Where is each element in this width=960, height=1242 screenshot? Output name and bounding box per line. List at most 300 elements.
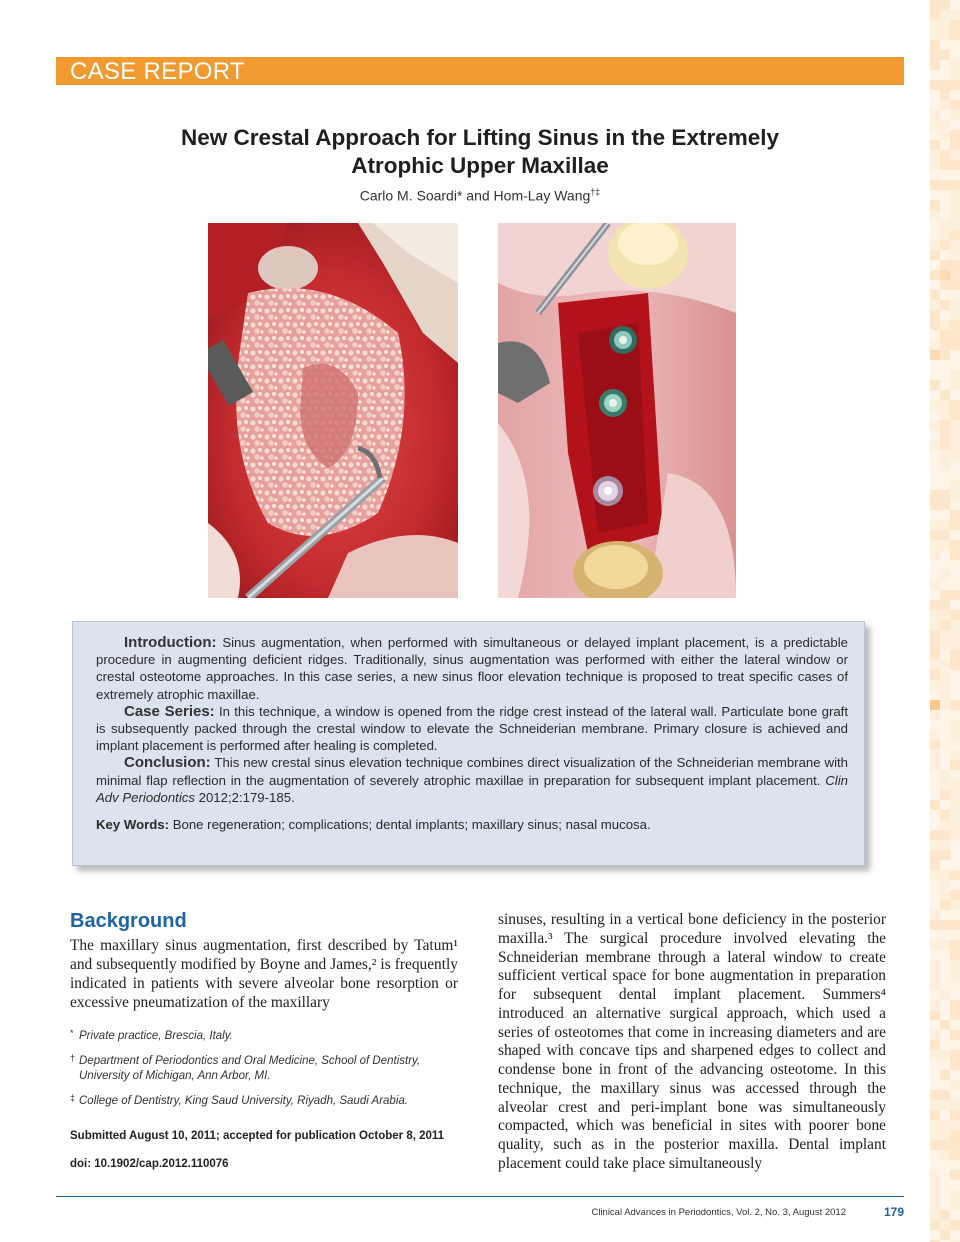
- mosaic-tile: [930, 630, 940, 640]
- mosaic-tile: [940, 530, 950, 540]
- mosaic-tile: [940, 210, 950, 220]
- footnote-mark: †: [70, 1052, 76, 1063]
- mosaic-tile: [950, 380, 960, 390]
- mosaic-tile: [930, 70, 940, 80]
- mosaic-tile: [930, 950, 940, 960]
- mosaic-tile: [930, 0, 940, 10]
- mosaic-tile: [950, 40, 960, 50]
- citation-journal: Clin Adv Periodontics: [96, 772, 848, 805]
- mosaic-tile: [940, 1160, 950, 1170]
- mosaic-tile: [950, 730, 960, 740]
- mosaic-tile: [940, 870, 950, 880]
- mosaic-tile: [950, 0, 960, 10]
- mosaic-tile: [940, 170, 950, 180]
- mosaic-tile: [950, 750, 960, 760]
- mosaic-tile: [950, 30, 960, 40]
- mosaic-tile: [940, 1040, 950, 1050]
- mosaic-tile: [940, 630, 950, 640]
- mosaic-tile: [930, 730, 940, 740]
- mosaic-tile: [950, 390, 960, 400]
- mosaic-tile: [930, 200, 940, 210]
- mosaic-tile: [950, 930, 960, 940]
- mosaic-tile: [930, 800, 940, 810]
- mosaic-tile: [940, 20, 950, 30]
- key-words-label: Key Words:: [96, 817, 170, 833]
- mosaic-tile: [930, 1190, 940, 1200]
- mosaic-tile: [930, 1020, 940, 1030]
- mosaic-tile: [940, 790, 950, 800]
- mosaic-tile: [950, 670, 960, 680]
- mosaic-tile: [940, 390, 950, 400]
- mosaic-tile: [930, 1160, 940, 1170]
- mosaic-tile: [940, 320, 950, 330]
- mosaic-tile: [940, 0, 950, 10]
- mosaic-tile: [930, 830, 940, 840]
- case-series-text: In this technique, a window is opened from the ridge crest instead of the lateral wall. Particulate bone graft is subsequently packed through the crestal window to elevate the Schneiderian membrane. Primary closure is achieved and implant placement is performed after healing is completed.: [96, 703, 848, 754]
- mosaic-tile: [950, 100, 960, 110]
- mosaic-tile: [940, 440, 950, 450]
- mosaic-tile: [940, 480, 950, 490]
- case-report-banner: [56, 57, 904, 85]
- mosaic-tile: [950, 810, 960, 820]
- mosaic-tile: [950, 210, 960, 220]
- mosaic-tile: [930, 160, 940, 170]
- mosaic-tile: [930, 1200, 940, 1210]
- mosaic-tile: [940, 780, 950, 790]
- mosaic-tile: [930, 370, 940, 380]
- mosaic-tile: [930, 640, 940, 650]
- mosaic-tile: [930, 480, 940, 490]
- mosaic-tile: [930, 860, 940, 870]
- mosaic-tile: [940, 10, 950, 20]
- mosaic-tile: [950, 550, 960, 560]
- mosaic-tile: [950, 530, 960, 540]
- mosaic-tile: [950, 630, 960, 640]
- mosaic-tile: [930, 240, 940, 250]
- mosaic-tile: [950, 1160, 960, 1170]
- mosaic-tile: [950, 970, 960, 980]
- article-title: [100, 124, 860, 180]
- mosaic-tile: [940, 90, 950, 100]
- mosaic-tile: [950, 500, 960, 510]
- mosaic-tile: [950, 460, 960, 470]
- mosaic-tile: [940, 430, 950, 440]
- mosaic-tile: [940, 810, 950, 820]
- mosaic-tile: [930, 820, 940, 830]
- mosaic-tile: [950, 10, 960, 20]
- mosaic-tile: [930, 330, 940, 340]
- mosaic-tile: [930, 210, 940, 220]
- mosaic-tile: [940, 1230, 950, 1240]
- mosaic-tile: [940, 990, 950, 1000]
- mosaic-tile: [930, 60, 940, 70]
- mosaic-tile: [930, 870, 940, 880]
- mosaic-tile: [940, 300, 950, 310]
- mosaic-tile: [940, 30, 950, 40]
- mosaic-tile: [930, 1040, 940, 1050]
- footnote-mark: *: [70, 1028, 74, 1038]
- mosaic-tile: [950, 430, 960, 440]
- mosaic-tile: [940, 1070, 950, 1080]
- mosaic-tile: [940, 1150, 950, 1160]
- mosaic-tile: [940, 490, 950, 500]
- mosaic-tile: [940, 240, 950, 250]
- mosaic-tile: [950, 800, 960, 810]
- mosaic-tile: [940, 660, 950, 670]
- mosaic-tile: [940, 130, 950, 140]
- mosaic-tile: [940, 900, 950, 910]
- mosaic-tile: [930, 190, 940, 200]
- mosaic-tile: [930, 460, 940, 470]
- mosaic-tile: [940, 640, 950, 650]
- mosaic-tile: [930, 770, 940, 780]
- mosaic-tile: [930, 290, 940, 300]
- mosaic-tile: [950, 720, 960, 730]
- mosaic-tile: [950, 90, 960, 100]
- mosaic-tile: [940, 620, 950, 630]
- mosaic-tile: [930, 340, 940, 350]
- mosaic-tile: [950, 590, 960, 600]
- mosaic-tile: [950, 740, 960, 750]
- mosaic-tile: [930, 490, 940, 500]
- mosaic-tile: [930, 680, 940, 690]
- doi-link[interactable]: doi: 10.1902/cap.2012.110076: [70, 1158, 229, 1170]
- mosaic-tile: [930, 600, 940, 610]
- mosaic-tile: [950, 660, 960, 670]
- footer-journal-info: Clinical Advances in Periodontics, Vol. 2, No. 3, August 2012: [591, 1207, 846, 1218]
- mosaic-tile: [930, 450, 940, 460]
- mosaic-tile: [940, 1220, 950, 1230]
- mosaic-tile: [930, 910, 940, 920]
- mosaic-tile: [940, 850, 950, 860]
- mosaic-tile: [930, 840, 940, 850]
- mosaic-tile: [930, 620, 940, 630]
- mosaic-tile: [950, 570, 960, 580]
- mosaic-tile: [950, 50, 960, 60]
- mosaic-tile: [940, 770, 950, 780]
- mosaic-tile: [950, 1070, 960, 1080]
- mosaic-tile: [940, 860, 950, 870]
- mosaic-tile: [940, 460, 950, 470]
- mosaic-tile: [930, 170, 940, 180]
- mosaic-tile: [930, 650, 940, 660]
- mosaic-tile: [950, 20, 960, 30]
- abstract-content: [96, 634, 848, 833]
- mosaic-tile: [940, 650, 950, 660]
- mosaic-tile: [940, 120, 950, 130]
- abstract-case-series: [96, 703, 848, 755]
- mosaic-tile: [940, 450, 950, 460]
- mosaic-tile: [950, 490, 960, 500]
- mosaic-tile: [950, 600, 960, 610]
- mosaic-tile: [950, 1180, 960, 1190]
- mosaic-tile: [930, 280, 940, 290]
- footnote-text: College of Dentistry, King Saud University, Riyadh, Saudi Arabia.: [79, 1094, 408, 1107]
- mosaic-tile: [940, 940, 950, 950]
- mosaic-tile: [930, 100, 940, 110]
- mosaic-tile: [930, 740, 940, 750]
- mosaic-tile: [930, 550, 940, 560]
- footnote-mark: ‡: [70, 1092, 76, 1103]
- mosaic-tile: [950, 1200, 960, 1210]
- mosaic-tile: [930, 890, 940, 900]
- mosaic-tile: [940, 410, 950, 420]
- mosaic-tile: [950, 320, 960, 330]
- mosaic-tile: [940, 290, 950, 300]
- mosaic-tile: [950, 280, 960, 290]
- mosaic-tile: [930, 430, 940, 440]
- mosaic-tile: [950, 700, 960, 710]
- mosaic-tile: [930, 960, 940, 970]
- mosaic-tile: [950, 540, 960, 550]
- author-line: [100, 187, 860, 204]
- mosaic-tile: [930, 970, 940, 980]
- mosaic-tile: [940, 280, 950, 290]
- mosaic-tile: [940, 350, 950, 360]
- abstract-box: [72, 621, 865, 866]
- mosaic-tile: [940, 1000, 950, 1010]
- mosaic-tile: [940, 310, 950, 320]
- mosaic-tile: [930, 360, 940, 370]
- conclusion-text: This new crestal sinus elevation technique combines direct visualization of the Schneiderian membrane with minimal flap reflection in the augmentation of severely atrophic maxillae in preparation for subsequent implant placement.: [96, 755, 848, 788]
- mosaic-tile: [950, 580, 960, 590]
- mosaic-tile: [940, 820, 950, 830]
- mosaic-tile: [950, 1190, 960, 1200]
- mosaic-tile: [950, 330, 960, 340]
- mosaic-tile: [950, 150, 960, 160]
- mosaic-tile: [930, 250, 940, 260]
- mosaic-tile: [930, 900, 940, 910]
- mosaic-tile: [950, 830, 960, 840]
- mosaic-tile: [950, 770, 960, 780]
- mosaic-tile: [950, 870, 960, 880]
- mosaic-tile: [930, 1230, 940, 1240]
- conclusion-heading: Conclusion:: [124, 754, 211, 772]
- mosaic-tile: [950, 620, 960, 630]
- mosaic-tile: [950, 440, 960, 450]
- mosaic-tile: [930, 440, 940, 450]
- mosaic-tile: [940, 600, 950, 610]
- mosaic-tile: [930, 1120, 940, 1130]
- author-marks: †‡: [590, 187, 601, 197]
- mosaic-tile: [940, 250, 950, 260]
- mosaic-tile: [950, 860, 960, 870]
- mosaic-tile: [950, 890, 960, 900]
- mosaic-tile: [930, 1100, 940, 1110]
- mosaic-tile: [940, 1190, 950, 1200]
- mosaic-tile: [940, 40, 950, 50]
- mosaic-tile: [950, 1120, 960, 1130]
- mosaic-tile: [940, 980, 950, 990]
- mosaic-tile: [930, 1110, 940, 1120]
- mosaic-tile: [940, 910, 950, 920]
- mosaic-tile: [930, 470, 940, 480]
- mosaic-tile: [950, 420, 960, 430]
- mosaic-tile: [940, 740, 950, 750]
- mosaic-tile: [930, 590, 940, 600]
- mosaic-tile: [930, 1220, 940, 1230]
- mosaic-tile: [930, 420, 940, 430]
- mosaic-tile: [940, 690, 950, 700]
- mosaic-tile: [930, 810, 940, 820]
- mosaic-tile: [950, 850, 960, 860]
- mosaic-tile: [940, 230, 950, 240]
- title-line-1: New Crestal Approach for Lifting Sinus in the Extremely: [180, 125, 780, 150]
- mosaic-tile: [940, 1020, 950, 1030]
- mosaic-tile: [930, 520, 940, 530]
- mosaic-tile: [940, 1100, 950, 1110]
- mosaic-tile: [950, 1100, 960, 1110]
- mosaic-tile: [930, 20, 940, 30]
- mosaic-tile: [950, 260, 960, 270]
- mosaic-tile: [950, 190, 960, 200]
- mosaic-tile: [930, 300, 940, 310]
- background-left-column: The maxillary sinus augmentation, first described by Tatum¹ and subsequently modified by Boyne and James,² is frequently indicated in patients with severe alveolar bone resorption or excessive pneumatization of the maxillary: [70, 937, 458, 1011]
- mosaic-tile: [940, 1010, 950, 1020]
- key-words-text: Bone regeneration; complications; dental implants; maxillary sinus; nasal mucosa.: [169, 817, 651, 833]
- mosaic-tile: [930, 980, 940, 990]
- mosaic-tile: [930, 530, 940, 540]
- mosaic-tile: [930, 780, 940, 790]
- mosaic-tile: [930, 180, 940, 190]
- mosaic-tile: [940, 550, 950, 560]
- mosaic-tile: [930, 500, 940, 510]
- mosaic-tile: [940, 610, 950, 620]
- mosaic-tile: [930, 660, 940, 670]
- case-series-heading: Case Series:: [124, 702, 215, 720]
- mosaic-tile: [950, 510, 960, 520]
- mosaic-tile: [940, 370, 950, 380]
- abstract-conclusion: [96, 754, 848, 806]
- mosaic-tile: [950, 780, 960, 790]
- mosaic-tile: [950, 690, 960, 700]
- surgical-photo-implants: [498, 223, 736, 598]
- mosaic-tile: [930, 80, 940, 90]
- mosaic-tile: [940, 730, 950, 740]
- mosaic-tile: [940, 150, 950, 160]
- citation-details: 2012;2:179-185.: [194, 789, 295, 805]
- mosaic-tile: [930, 310, 940, 320]
- mosaic-tile: [950, 350, 960, 360]
- mosaic-tile: [940, 500, 950, 510]
- mosaic-tile: [930, 510, 940, 520]
- mosaic-tile: [930, 710, 940, 720]
- mosaic-tile: [930, 850, 940, 860]
- mosaic-tile: [940, 140, 950, 150]
- mosaic-tile: [950, 880, 960, 890]
- mosaic-tile: [930, 110, 940, 120]
- mosaic-tile: [950, 760, 960, 770]
- mosaic-tile: [950, 950, 960, 960]
- abstract-introduction: [96, 634, 848, 703]
- mosaic-tile: [930, 790, 940, 800]
- mosaic-tile: [950, 140, 960, 150]
- mosaic-tile: [930, 1210, 940, 1220]
- mosaic-tile: [930, 230, 940, 240]
- mosaic-tile: [940, 50, 950, 60]
- mosaic-tile: [950, 360, 960, 370]
- mosaic-tile: [930, 570, 940, 580]
- mosaic-tile: [940, 960, 950, 970]
- mosaic-tile: [930, 760, 940, 770]
- mosaic-tile: [940, 1210, 950, 1220]
- title-line-2: Atrophic Upper Maxillae: [351, 153, 609, 178]
- mosaic-tile: [950, 410, 960, 420]
- mosaic-tile: [950, 710, 960, 720]
- mosaic-tile: [930, 1180, 940, 1190]
- mosaic-tile: [940, 880, 950, 890]
- mosaic-tile: [930, 930, 940, 940]
- mosaic-tile: [950, 680, 960, 690]
- mosaic-tile: [950, 220, 960, 230]
- mosaic-tile: [930, 220, 940, 230]
- mosaic-tile: [950, 250, 960, 260]
- introduction-heading: Introduction:: [124, 634, 217, 651]
- mosaic-tile: [930, 380, 940, 390]
- mosaic-tile: [940, 1110, 950, 1120]
- mosaic-tile: [950, 520, 960, 530]
- mosaic-tile: [950, 920, 960, 930]
- mosaic-tile: [950, 300, 960, 310]
- mosaic-tile: [950, 480, 960, 490]
- mosaic-tile: [930, 1170, 940, 1180]
- mosaic-tile: [940, 890, 950, 900]
- mosaic-tile: [950, 1020, 960, 1030]
- mosaic-tile: [930, 1060, 940, 1070]
- mosaic-tile: [930, 120, 940, 130]
- mosaic-tile: [930, 610, 940, 620]
- mosaic-tile: [950, 1050, 960, 1060]
- mosaic-tile: [950, 110, 960, 120]
- mosaic-tile: [950, 1230, 960, 1240]
- mosaic-tile: [950, 1150, 960, 1160]
- mosaic-tile: [930, 750, 940, 760]
- mosaic-tile: [930, 270, 940, 280]
- mosaic-tile: [940, 1180, 950, 1190]
- decorative-mosaic-strip: [930, 0, 960, 1242]
- mosaic-tile: [940, 1090, 950, 1100]
- mosaic-tile: [950, 240, 960, 250]
- mosaic-tile: [950, 60, 960, 70]
- mosaic-tile: [950, 820, 960, 830]
- mosaic-tile: [930, 1000, 940, 1010]
- mosaic-tile: [940, 270, 950, 280]
- mosaic-tile: [950, 310, 960, 320]
- mosaic-tile: [950, 400, 960, 410]
- mosaic-tile: [940, 260, 950, 270]
- mosaic-tile: [940, 110, 950, 120]
- mosaic-tile: [940, 100, 950, 110]
- mosaic-tile: [940, 700, 950, 710]
- mosaic-tile: [930, 400, 940, 410]
- mosaic-tile: [950, 70, 960, 80]
- surgical-photo-bone-graft: [208, 223, 458, 598]
- background-right-column: sinuses, resulting in a vertical bone deficiency in the posterior maxilla.³ The surgical procedure involved elevating the Schneiderian membrane through a lateral window to create sufficient vertical space for bone augmentation in preparation for subsequent dental implant placement. Summers⁴ introduced an alternative surgical approach, which used a series of osteotomes that come in increasing diameters and are shaped with concave tips and sharpened edges to collect and condense bone in front of the advancing osteotome. In this technique, the maxillary sinus was accessed through the alveolar crest and peri-implant bone was simultaneously compacted, which was beneficial in sites with poorer bone quality, such as in the posterior maxilla. Dental implant placement could take place simultaneously: [498, 911, 886, 1172]
- mosaic-tile: [950, 290, 960, 300]
- mosaic-tile: [930, 720, 940, 730]
- affiliation-footnotes: [70, 1029, 458, 1118]
- mosaic-tile: [930, 1150, 940, 1160]
- mosaic-tile: [950, 1110, 960, 1120]
- mosaic-tile: [950, 200, 960, 210]
- mosaic-tile: [940, 510, 950, 520]
- mosaic-tile: [940, 580, 950, 590]
- mosaic-tile: [940, 220, 950, 230]
- mosaic-tile: [940, 680, 950, 690]
- mosaic-tile: [930, 1090, 940, 1100]
- mosaic-tile: [930, 410, 940, 420]
- footnote-text: Private practice, Brescia, Italy.: [79, 1030, 233, 1042]
